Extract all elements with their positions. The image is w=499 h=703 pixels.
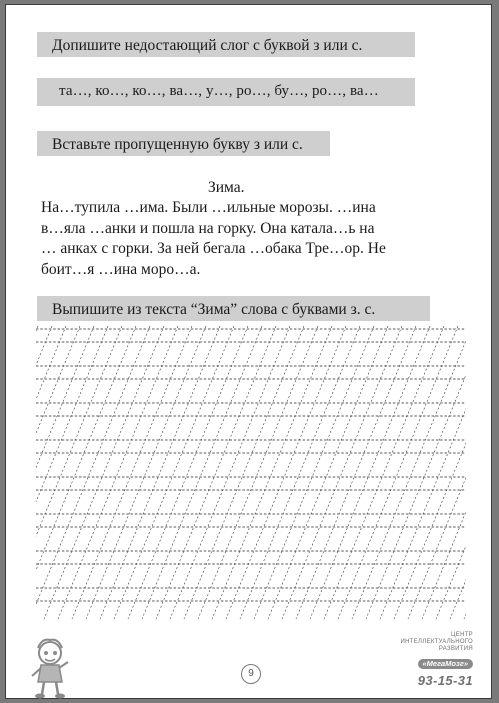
task2-instruction: Вставьте пропущенную букву з или с. <box>52 136 303 153</box>
ruled-lines-graphic <box>36 326 466 619</box>
slant-guide-line <box>36 326 150 619</box>
story-text <box>41 198 461 280</box>
handwriting-practice-lines[interactable] <box>36 326 466 619</box>
slant-guide-line <box>464 326 466 619</box>
slant-guide-line <box>408 326 466 619</box>
brand-line1: ЦЕНТР <box>451 632 473 638</box>
slant-guide-line <box>394 326 466 619</box>
task1-syllables: та…, ко…, ко…, ва…, у…, ро…, бу…, ро…, ва… <box>59 83 379 99</box>
slant-guide-line <box>36 326 38 619</box>
brand-logo: «МегаМозг» <box>418 659 474 669</box>
slant-guide-line <box>36 326 52 619</box>
brand-line2: ИНТЕЛЛЕКТУАЛЬНОГО <box>400 639 473 645</box>
slant-guide-line <box>36 326 122 619</box>
mascot-logo <box>26 636 78 700</box>
page-number: 9 <box>241 664 261 684</box>
slant-guide-line <box>450 326 466 619</box>
story-line: боит…я …ина моро…а. <box>41 260 201 278</box>
task1-instruction: Допишите недостающий слог с буквой з или с. <box>52 37 363 54</box>
brand-phone: 93-15-31 <box>417 673 473 688</box>
brand-block <box>381 632 473 688</box>
story-line: … анках с горки. За ней бегала …обака Тре…ор. Не <box>41 240 386 257</box>
slant-guide-line <box>380 326 466 619</box>
slant-guide-line <box>36 326 108 619</box>
slant-guide-line <box>36 326 136 619</box>
ruling-group <box>36 326 466 619</box>
worksheet-page <box>5 4 492 699</box>
story-line: На…тупила …има. Были …ильные морозы. …ина <box>41 199 376 216</box>
slant-guide-line <box>36 326 94 619</box>
slant-guide-line <box>422 326 466 619</box>
brand-line3: РАЗВИТИЯ <box>438 646 473 652</box>
slant-guide-line <box>436 326 466 619</box>
slant-guide-line <box>36 326 80 619</box>
slant-guide-line <box>366 326 466 619</box>
slant-guide-line <box>36 326 66 619</box>
story-title: Зима. <box>208 179 245 196</box>
slant-guide-line <box>352 326 466 619</box>
task3-instruction: Выпишите из текста “Зима” слова с буквами з. с. <box>52 301 376 318</box>
story-line: в…яла …анки и пошла на горку. Она катала…ь на <box>41 219 375 237</box>
